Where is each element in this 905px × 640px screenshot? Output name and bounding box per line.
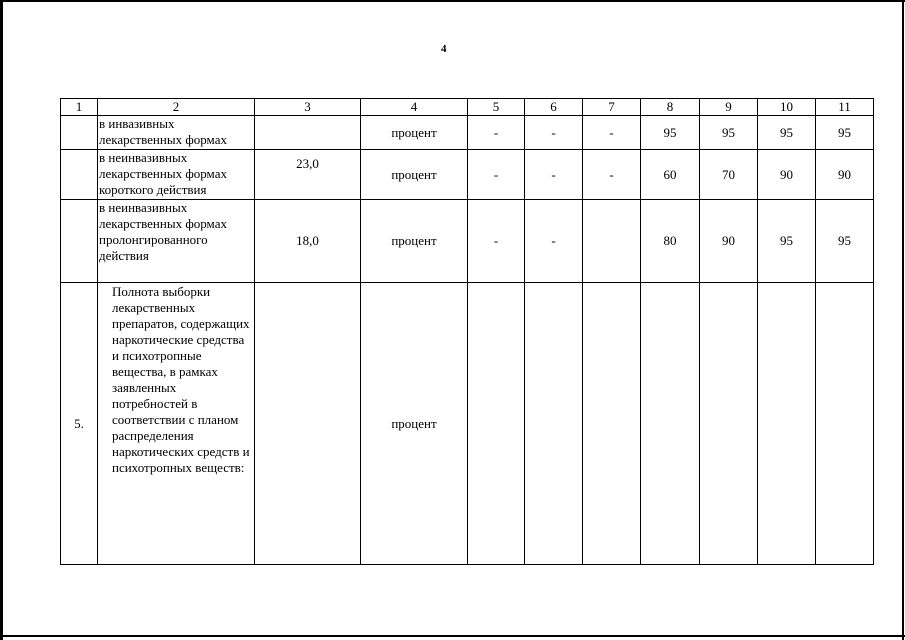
value-cell: 90 [700, 200, 758, 283]
header-cell: 5 [468, 99, 525, 116]
scan-border-left [0, 0, 3, 640]
value-cell [583, 283, 641, 565]
value-cell: - [525, 200, 583, 283]
base-value: 18,0 [255, 200, 361, 283]
unit: процент [361, 283, 468, 565]
value-cell [525, 283, 583, 565]
header-cell: 3 [255, 99, 361, 116]
unit: процент [361, 150, 468, 200]
value-cell: - [583, 150, 641, 200]
header-cell: 1 [61, 99, 98, 116]
value-cell: 95 [641, 116, 700, 150]
header-cell: 9 [700, 99, 758, 116]
value-cell: 90 [816, 150, 874, 200]
base-value [255, 283, 361, 565]
value-cell: 95 [700, 116, 758, 150]
value-cell: 95 [816, 200, 874, 283]
header-cell: 11 [816, 99, 874, 116]
base-value [255, 116, 361, 150]
indicator-name: в инвазивных лекарственных формах [98, 116, 255, 150]
scan-border-bottom [0, 635, 905, 637]
unit: процент [361, 200, 468, 283]
value-cell: 90 [758, 150, 816, 200]
value-cell: 70 [700, 150, 758, 200]
header-cell: 7 [583, 99, 641, 116]
value-cell: 60 [641, 150, 700, 200]
indicator-name: Полнота выборки лекарственных препаратов, содержащих наркотические средства и психотропные вещества, в рамках заявленных потребностей в соответствии с планом распределения наркотических средств и психотропных веществ: [98, 283, 255, 565]
table-row [61, 283, 874, 565]
value-cell: - [468, 116, 525, 150]
base-value: 23,0 [255, 150, 361, 200]
header-cell: 6 [525, 99, 583, 116]
scan-border-right [902, 0, 904, 640]
value-cell [468, 283, 525, 565]
value-cell [758, 283, 816, 565]
row-number [61, 150, 98, 200]
indicator-name: в неинвазивных лекарственных формах короткого действия [98, 150, 255, 200]
value-cell: 95 [758, 116, 816, 150]
row-number [61, 200, 98, 283]
value-cell [816, 283, 874, 565]
indicator-name: в неинвазивных лекарственных формах пролонгированного действия [98, 200, 255, 283]
table-header-row [61, 99, 874, 116]
scan-border-top [0, 0, 905, 2]
indicators-table [60, 98, 874, 565]
value-cell: 95 [758, 200, 816, 283]
header-cell: 10 [758, 99, 816, 116]
header-cell: 8 [641, 99, 700, 116]
table-row [61, 150, 874, 200]
value-cell: 95 [816, 116, 874, 150]
row-number [61, 116, 98, 150]
value-cell [700, 283, 758, 565]
value-cell: - [525, 116, 583, 150]
table-row [61, 200, 874, 283]
header-cell: 2 [98, 99, 255, 116]
value-cell: - [468, 200, 525, 283]
value-cell: - [525, 150, 583, 200]
value-cell [583, 200, 641, 283]
table-row [61, 116, 874, 150]
row-number: 5. [61, 283, 98, 565]
unit: процент [361, 116, 468, 150]
header-cell: 4 [361, 99, 468, 116]
value-cell: - [468, 150, 525, 200]
value-cell [641, 283, 700, 565]
value-cell: - [583, 116, 641, 150]
page-number: 4 [441, 43, 447, 55]
value-cell: 80 [641, 200, 700, 283]
